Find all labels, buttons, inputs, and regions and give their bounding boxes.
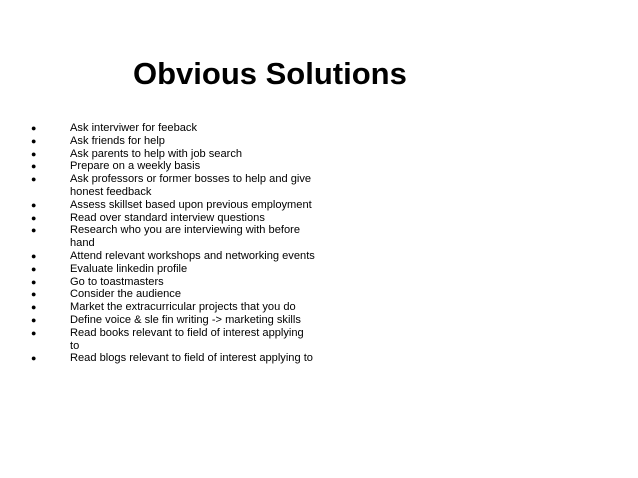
bullet-icon: ●: [31, 263, 37, 274]
list-item-text: Market the extracurricular projects that you do: [70, 301, 296, 314]
list-item-text: Evaluate linkedin profile: [70, 262, 188, 275]
list-item-text: Ask interviwer for feeback: [70, 122, 198, 134]
bullet-icon: ●: [31, 135, 37, 146]
list-item: [0, 327, 315, 353]
list-item: [0, 160, 315, 173]
bullet-list: [0, 122, 330, 365]
list-item-text: Research who you are interviewing with before hand: [70, 224, 301, 250]
list-item: [0, 288, 315, 301]
list-item-text: Read blogs relevant to field of interest applying to: [70, 352, 313, 365]
bullet-icon: ●: [31, 148, 37, 159]
list-item: [0, 135, 315, 148]
list-item-text: Attend relevant workshops and networking events: [70, 249, 315, 262]
bullet-icon: ●: [31, 302, 37, 313]
list-item: [0, 148, 315, 161]
list-item-text: Ask professors or former bosses to help and give honest feedback: [70, 173, 312, 198]
list-item-text: Ask friends for help: [70, 134, 165, 147]
bullet-icon: ●: [31, 161, 37, 172]
bullet-icon: ●: [31, 327, 37, 338]
list-item: [0, 173, 315, 199]
bullet-icon: ●: [31, 289, 37, 300]
list-item-text: Define voice & sle fin writing -> marketing skills: [70, 313, 301, 326]
list-item-text: Read over standard interview questions: [70, 211, 265, 224]
bullet-icon: ●: [31, 123, 37, 133]
bullet-icon: ●: [31, 225, 37, 236]
list-item-text: Read books relevant to field of interest applying to: [70, 326, 304, 352]
list-item: [0, 276, 315, 289]
bullet-icon: ●: [31, 174, 37, 185]
bullet-icon: ●: [31, 353, 37, 364]
bullet-icon: ●: [31, 250, 37, 261]
bullet-icon: ●: [31, 199, 37, 210]
slide-title: Obvious Solutions: [133, 56, 407, 91]
list-item-text: Prepare on a weekly basis: [70, 160, 201, 173]
list-item-text: Go to toastmasters: [70, 275, 164, 288]
list-item: [0, 263, 315, 276]
list-item: [0, 212, 315, 225]
list-item-text: Ask parents to help with job search: [70, 147, 243, 160]
list-item: [0, 224, 315, 250]
list-item: [0, 301, 315, 314]
list-item-text: Consider the audience: [70, 288, 182, 301]
bullet-icon: ●: [31, 276, 37, 287]
bullet-icon: ●: [31, 314, 37, 325]
list-item: [0, 314, 315, 327]
bullet-icon: ●: [31, 212, 37, 223]
list-item: [0, 199, 315, 212]
list-item: [0, 352, 315, 365]
list-item: [0, 122, 315, 135]
list-item: [0, 250, 315, 263]
list-item-text: Assess skillset based upon previous employment: [70, 198, 312, 211]
